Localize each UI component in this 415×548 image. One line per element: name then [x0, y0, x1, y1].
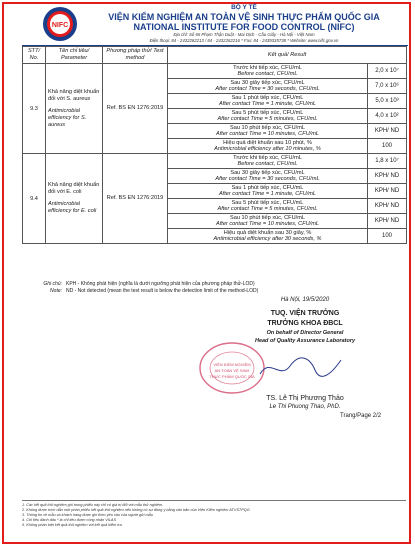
condition-en: After contact Time = 30 seconds, CFU/mL	[215, 176, 320, 182]
handwritten-signature	[255, 352, 345, 382]
table-row	[23, 64, 407, 79]
condition-en: Before contact, CFU/mL	[237, 71, 298, 77]
method-cell: Ref. BS EN 1276:2019	[103, 64, 168, 154]
note-key-en: Note:	[50, 288, 62, 294]
page-number: Trang/Page 2/2	[340, 413, 382, 419]
issue-date: Hà Nội, 19/5/2020	[280, 297, 330, 303]
result-condition	[168, 199, 368, 214]
org-name-en: NATIONAL INSTITUTE FOR FOOD CONTROL (NIFC)	[133, 22, 355, 32]
result-value: KPH/ ND	[368, 124, 407, 139]
ministry-name: BỘ Y TẾ	[231, 4, 257, 11]
note-text-vi: KPH - Không phát hiện (nghĩa là dưới ngưỡng phát hiện của phương pháp thử-LOD)	[66, 281, 255, 287]
condition-en: Before contact, CFU/mL	[237, 161, 298, 167]
org-name-vi: VIỆN KIỂM NGHIỆM AN TOÀN VỆ SINH THỰC PHẨM QUỐC GIA	[108, 12, 380, 22]
result-value: 4,0 x 10²	[368, 109, 407, 124]
svg-text:THỰC PHẨM QUỐC GIA: THỰC PHẨM QUỐC GIA	[209, 374, 255, 379]
row-number: 9.3	[23, 64, 46, 154]
result-condition	[168, 124, 368, 139]
nifc-logo	[42, 6, 78, 42]
parameter-cell	[46, 154, 103, 244]
parameter-vi: Khả năng diệt khuẩn đối với S. aureus	[48, 88, 100, 102]
header-result: Kết quả/ Result	[168, 47, 407, 64]
condition-vi: Sau 30 giây tiếp xúc, CFU/mL	[230, 79, 305, 86]
result-value: KPH/ ND	[368, 169, 407, 184]
parameter-en: Antimicrobial efficiency for E. coli	[48, 201, 97, 214]
condition-en: Antimicrobial efficiency after 30 seconds, %	[213, 236, 322, 242]
condition-en: After contact Time = 30 seconds, CFU/mL	[215, 86, 320, 92]
footer-line: 2. Không được trích dẫn một phần phiếu kết quả thử nghiệm nếu không có sự đồng ý bằng văn bản của Viện Kiểm nghiệm ATVSTPQG	[22, 508, 250, 512]
condition-en: After contact Time = 1 minute, CFU/mL	[218, 191, 317, 197]
result-condition	[168, 214, 368, 229]
signer-name-en: Le Thi Phuong Thao, PhD.	[269, 404, 341, 410]
condition-en: Antimicrobial efficiency after 10 minutes, %	[214, 146, 321, 152]
condition-en: After contact Time = 1 minute, CFU/mL	[218, 101, 317, 107]
results-table	[22, 46, 407, 244]
condition-vi: Sau 1 phút tiếp xúc, CFU/mL	[231, 184, 304, 191]
footer-line: 5. Không phân biệt kết quả thử nghiệm với kết quả kiểm tra	[22, 523, 122, 527]
footer-line: 1. Các kết quả thử nghiệm ghi trong phiếu này chỉ có giá trị đối với mẫu thử nghiệm.	[22, 503, 164, 507]
note-text-en: ND - Not detected (mean the test result is below the detection limit of the method-LOD)	[66, 288, 259, 294]
logo-text: NIFC	[51, 22, 69, 29]
signer-title-3: On behalf of Director General	[266, 330, 344, 336]
footer-line: 4. Chỉ tiêu đánh dấu * là chỉ tiêu được công nhận VILAS	[22, 518, 116, 522]
signer-name-vi: TS. Lê Thị Phương Thảo	[266, 395, 344, 402]
result-condition	[168, 169, 368, 184]
org-address: Địa chỉ: Số 65 Phạm Thận Duật - Mai Dịch - Cầu Giấy - Hà Nội - Việt Nam	[173, 32, 315, 37]
signer-title-2: TRƯỞNG KHOA ĐBCL	[267, 320, 343, 327]
header-stt: STT/ No.	[23, 47, 46, 64]
parameter-en: Antimicrobial efficiency for S. aureus	[48, 107, 87, 128]
condition-en: After contact Time = 10 minutes, CFU/mL	[215, 221, 319, 227]
result-condition	[168, 109, 368, 124]
result-condition	[168, 94, 368, 109]
condition-vi: Sau 5 phút tiếp xúc, CFU/mL	[231, 109, 304, 116]
row-number: 9.4	[23, 154, 46, 244]
condition-vi: Sau 10 phút tiếp xúc, CFU/mL	[230, 214, 305, 221]
table-header-row	[23, 47, 407, 64]
condition-en: After contact Time = 5 minutes, CFU/mL	[217, 206, 318, 212]
result-condition	[168, 79, 368, 94]
condition-vi: Sau 30 giây tiếp xúc, CFU/mL	[230, 169, 305, 176]
parameter-cell	[46, 64, 103, 154]
notes	[40, 281, 258, 295]
result-condition	[168, 154, 368, 169]
footer-notes	[22, 500, 406, 528]
result-value: 2,0 x 10⁷	[368, 64, 407, 79]
document-header	[86, 4, 402, 44]
table-row	[23, 154, 407, 169]
svg-text:AN TOÀN VỆ SINH: AN TOÀN VỆ SINH	[214, 368, 250, 373]
condition-vi: Sau 1 phút tiếp xúc, CFU/mL	[231, 94, 304, 101]
result-condition	[168, 184, 368, 199]
method-cell: Ref. BS EN 1276:2019	[103, 154, 168, 244]
parameter-vi: Khả năng diệt khuẩn đối với E. coli	[48, 182, 100, 195]
condition-vi: Sau 10 phút tiếp xúc, CFU/mL	[230, 124, 305, 131]
result-condition	[168, 139, 368, 154]
result-value: 5,0 x 10³	[368, 94, 407, 109]
header-parameter: Tên chỉ tiêu/ Parameter	[46, 47, 103, 64]
condition-en: After contact Time = 5 minutes, CFU/mL	[217, 116, 318, 122]
condition-en: After contact Time = 10 minutes, CFU/mL	[215, 131, 319, 137]
result-value: 100	[368, 229, 407, 244]
result-condition	[168, 64, 368, 79]
condition-vi: Hiệu quả diệt khuẩn sau 10 phút, %	[223, 139, 312, 146]
org-contact: Điện thoại: 84 - 2432262213 / 84 - 2432262216 * Fax: 84 - 2439335738 * Website: www.nifc.gov.vn	[149, 38, 339, 43]
signer-title-4: Head of Quality Assurance Laboratory	[254, 338, 356, 344]
result-condition	[168, 229, 368, 244]
result-value: KPH/ ND	[368, 184, 407, 199]
condition-vi: Hiệu quả diệt khuẩn sau 30 giây, %	[223, 229, 312, 236]
condition-vi: Trước khi tiếp xúc, CFU/mL	[233, 154, 302, 161]
footer-line: 3. Thông tin về mẫu và khách hàng được ghi theo yêu cầu của người gửi mẫu	[22, 513, 153, 517]
result-value: 100	[368, 139, 407, 154]
result-value: KPH/ ND	[368, 214, 407, 229]
svg-text:VIỆN KIỂM NGHIỆM: VIỆN KIỂM NGHIỆM	[213, 362, 251, 367]
result-value: 7,0 x 10⁶	[368, 79, 407, 94]
result-value: 1,8 x 10⁷	[368, 154, 407, 169]
condition-vi: Sau 5 phút tiếp xúc, CFU/mL	[231, 199, 304, 206]
result-value: KPH/ ND	[368, 199, 407, 214]
signer-title-1: TUQ. VIỆN TRƯỞNG	[270, 310, 340, 317]
header-method: Phương pháp thử/ Test method	[103, 47, 168, 64]
note-key-vi: Ghi chú:	[43, 281, 62, 287]
condition-vi: Trước khi tiếp xúc, CFU/mL	[233, 64, 302, 71]
